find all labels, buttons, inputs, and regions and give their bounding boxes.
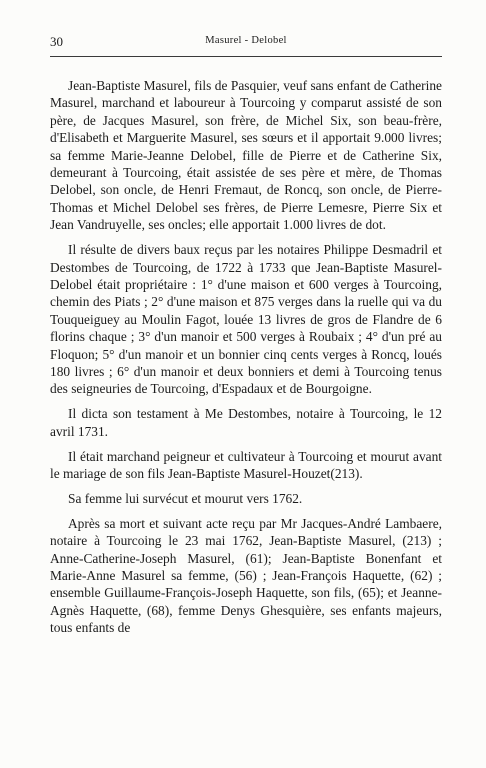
- body-text: [50, 77, 442, 644]
- header-rule: [50, 56, 442, 57]
- page-header: [50, 34, 442, 54]
- paragraph: Après sa mort et suivant acte reçu par Mr Jacques-André Lambaere, notaire à Tourcoing le 23 mai 1762, Jean-Baptiste Masurel, (213) ; Anne-Catherine-Joseph Masurel, (61); Jean-Baptiste Bonenfant et Marie-Anne Masurel sa femme, (56) ; Jean-François Haquette, (62) ; ensemble Guillaume-François-Joseph Haquette, son fils, (65); et Jeanne-Agnès Haquette, (68), femme Denys Ghesquière, ses enfants majeurs, tous enfants de: [50, 515, 442, 636]
- page-number: 30: [50, 34, 63, 49]
- running-head: Masurel - Delobel: [205, 35, 287, 46]
- paragraph: Sa femme lui survécut et mourut vers 1762.: [68, 490, 303, 506]
- paragraph: Il dicta son testament à Me Destombes, notaire à Tourcoing, le 12 avril 1731.: [50, 406, 442, 439]
- paragraph: Jean-Baptiste Masurel, fils de Pasquier, veuf sans enfant de Catherine Masurel, marchand et laboureur à Tourcoing y comparut assisté de son père, de Jacques Masurel, son frère, de Michel Six, son beau-frère, d'Elisabeth et Marguerite Masurel, ses sœurs et il apportait 9.000 livres; sa femme Marie-Jeanne Delobel, fille de Pierre et de Catherine Six, demeurant à Tourcoing, était assistée de ses père et mère, de Thomas Delobel, son oncle, de Henri Fremaut, de Roncq, son oncle, de Pierre-Thomas et Michel Delobel ses frères, de Pierre Lemesre, Pierre Six et Jean Vandruyelle, ses oncles; elle apportait 1.000 livres de dot.: [50, 78, 442, 233]
- paragraph: Il résulte de divers baux reçus par les notaires Philippe Desmadril et Destombes de Tourcoing, de 1722 à 1733 que Jean-Baptiste Masurel-Delobel était propriétaire : 1° d'une maison et 600 verges à Tourcoing, chemin des Piats ; 2° d'une maison et 875 verges dans la ruelle qui va du Touqueiguey au Moulin Fagot, louée 13 livres de gros de Flandre de 6 florins chaque ; 3° d'un manoir et 500 verges à Roubaix ; 4° d'un pré au Floquon; 5° d'un manoir et un bonnier cinq cents verges à Roncq, loués 180 livres ; 6° d'un manoir et deux bonniers et demi à Tourcoing tenus des seigneuries de Tourcoing, d'Espadaux et de Bourgoigne.: [50, 242, 442, 397]
- paragraph: Il était marchand peigneur et cultivateur à Tourcoing et mourut avant le mariage de son fils Jean-Baptiste Masurel-Houzet(213).: [50, 448, 442, 482]
